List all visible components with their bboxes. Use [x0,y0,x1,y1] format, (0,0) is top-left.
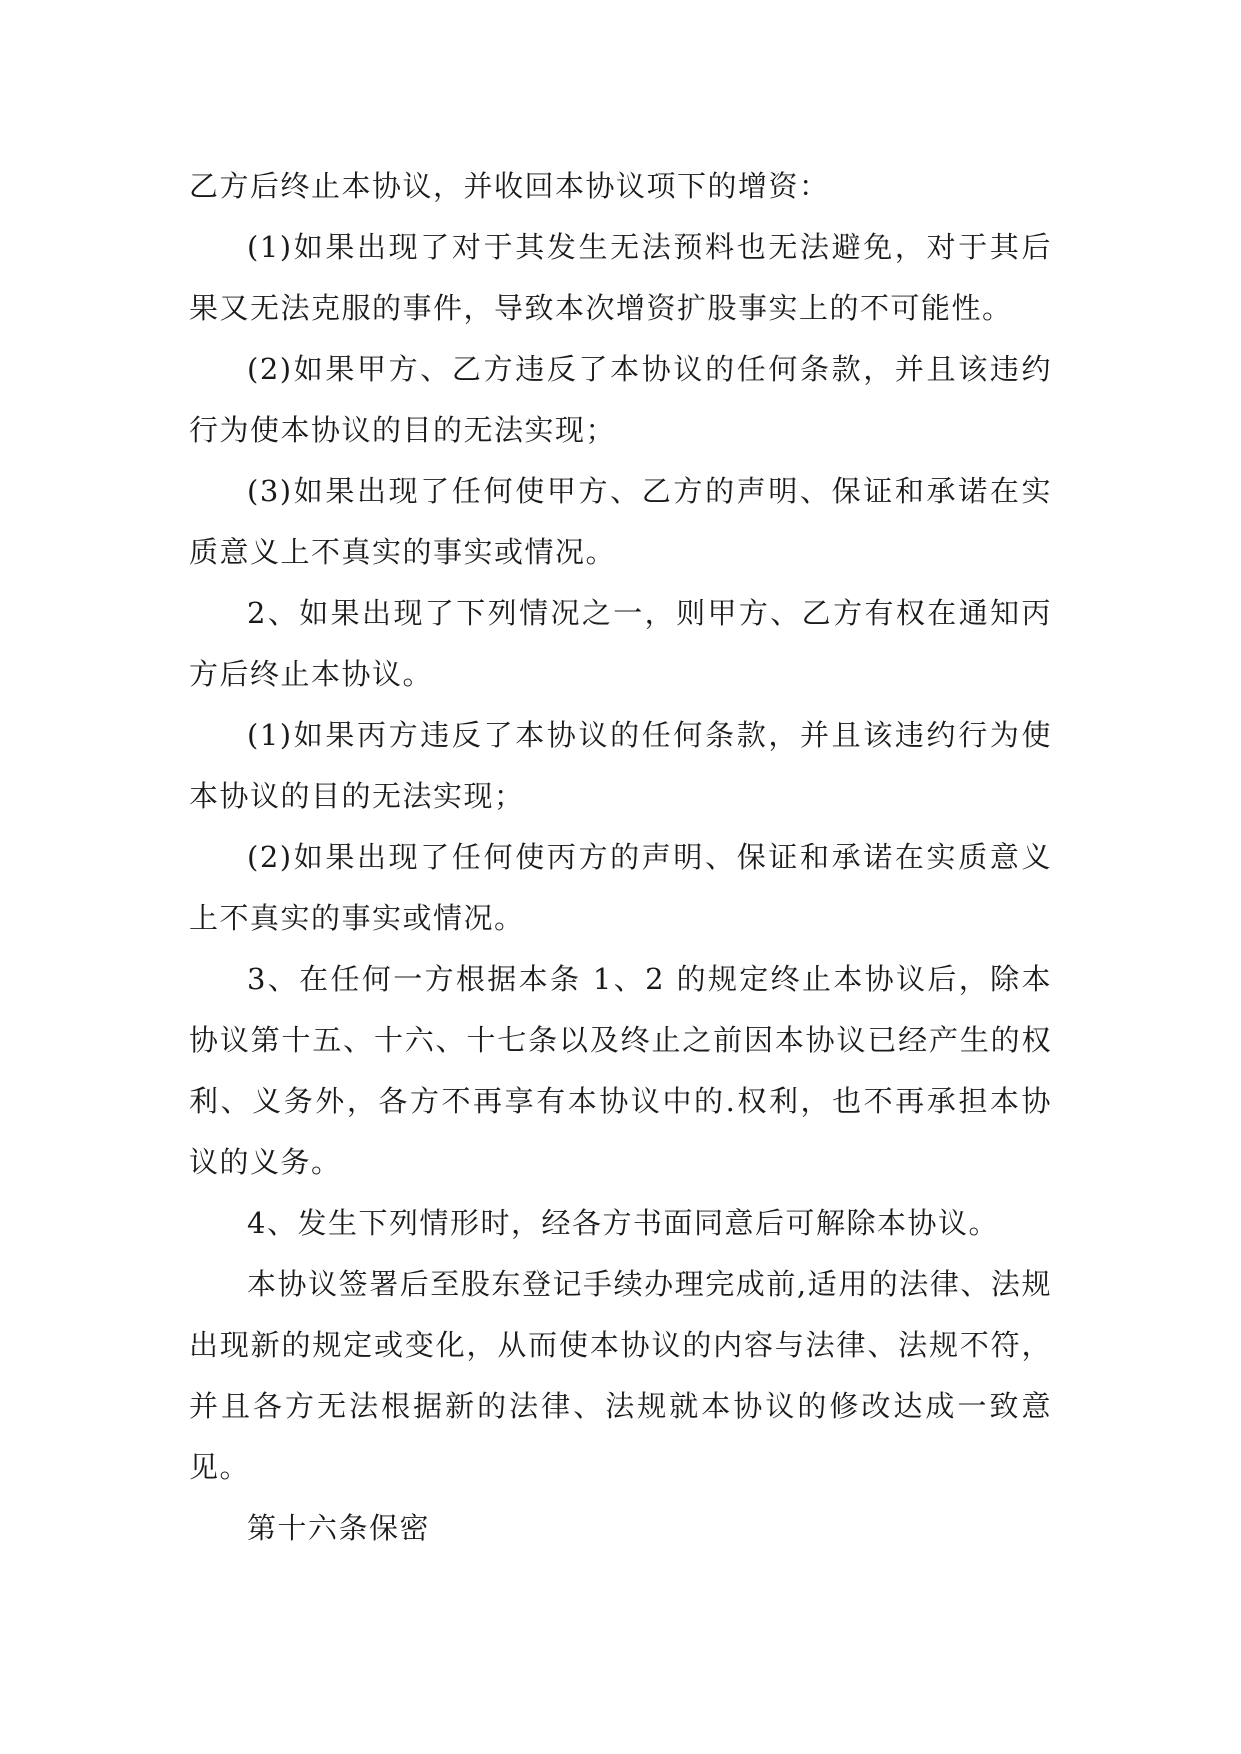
paragraph-clause-2: 2、如果出现了下列情况之一，则甲方、乙方有权在通知丙方后终止本协议。 [189,596,1052,691]
paragraph-party-ab-misrepresentation: (3)如果出现了任何使甲方、乙方的声明、保证和承诺在实质意义上不真实的事实或情况。 [189,474,1052,569]
paragraph-party-c-misrepresentation: (2)如果出现了任何使丙方的声明、保证和承诺在实质意义上不真实的事实或情况。 [189,840,1052,935]
paragraph-party-c-breach: (1)如果丙方违反了本协议的任何条款，并且该违约行为使本协议的目的无法实现； [189,718,1052,813]
paragraph-termination-intro: 乙方后终止本协议，并收回本协议项下的增资： [189,169,830,203]
paragraph-clause-4: 4、发生下列情形时，经各方书面同意后可解除本协议。 [247,1206,999,1240]
paragraph-clause-3: 3、在任何一方根据本条 1、2 的规定终止本协议后，除本协议第十五、十六、十七条以及终止之前因本协议已经产生的权利、义务外，各方不再享有本协议中的.权利，也不再承担本协议的义务。 [189,962,1052,1179]
paragraph-party-ab-breach: (2)如果甲方、乙方违反了本协议的任何条款，并且该违约行为使本协议的目的无法实现； [189,352,1052,447]
document-body [189,156,1052,1559]
paragraph-force-majeure: (1)如果出现了对于其发生无法预料也无法避免，对于其后果又无法克服的事件，导致本次增资扩股事实上的不可能性。 [189,230,1052,325]
paragraph-law-change: 本协议签署后至股东登记手续办理完成前,适用的法律、法规出现新的规定或变化，从而使本协议的内容与法律、法规不符，并且各方无法根据新的法律、法规就本协议的修改达成一致意见。 [189,1267,1052,1484]
section-heading-confidentiality: 第十六条保密 [247,1511,431,1545]
